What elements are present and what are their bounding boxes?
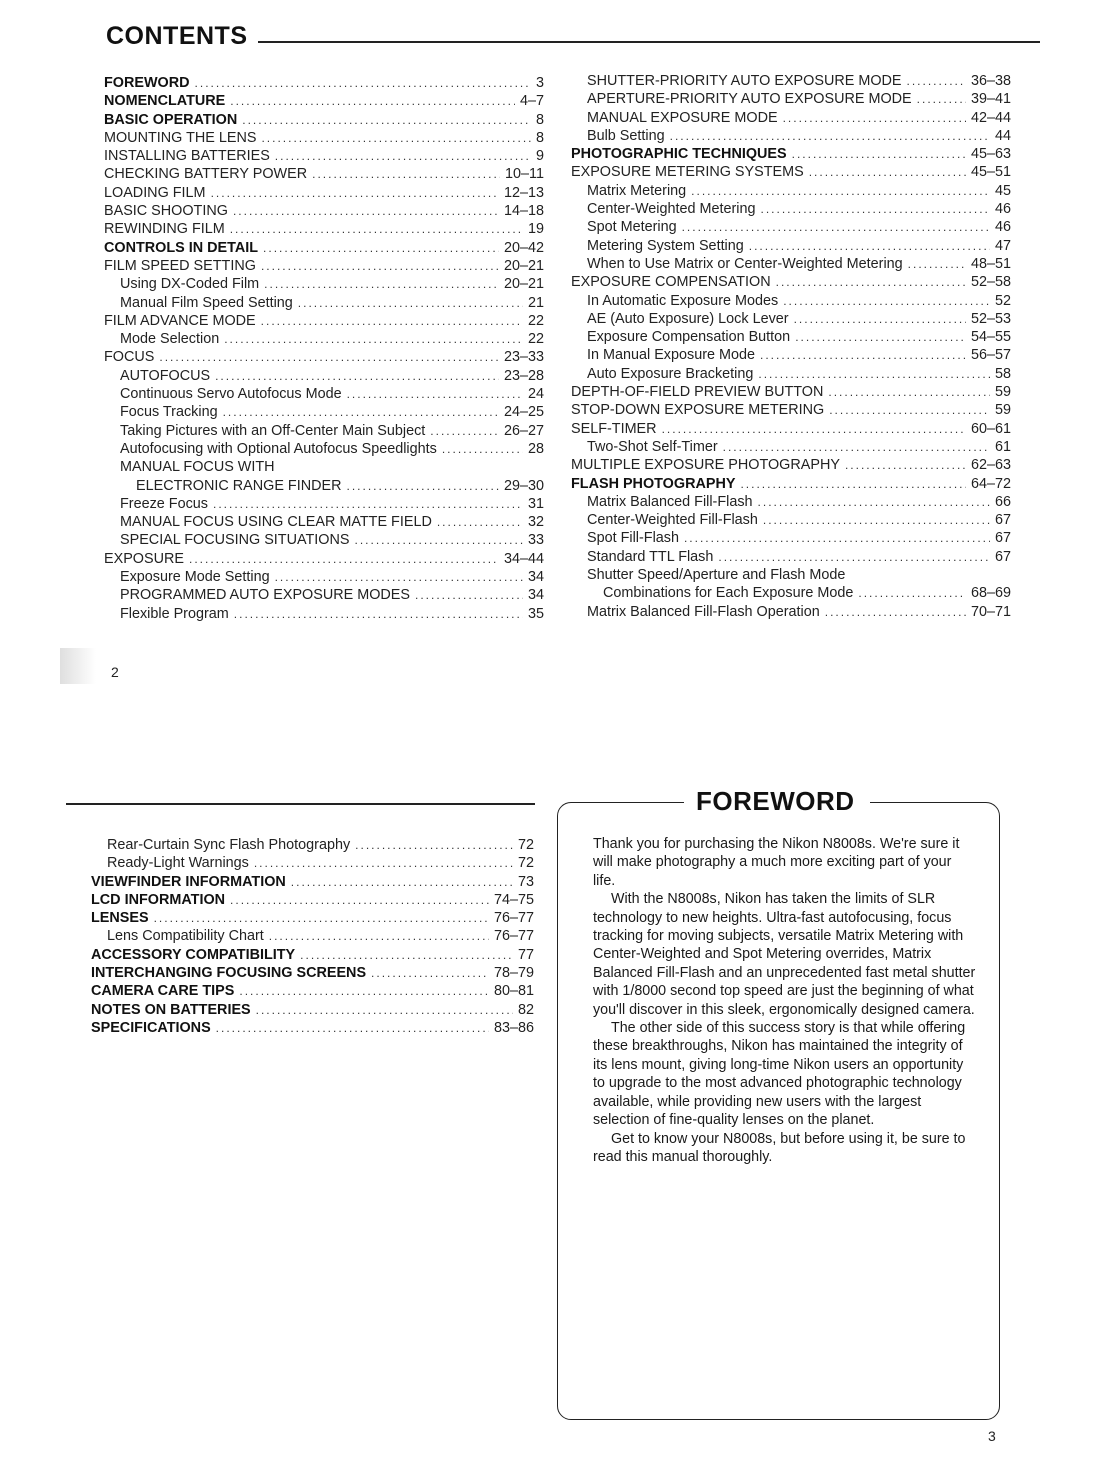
toc-leader-dots bbox=[234, 605, 523, 623]
toc-leader-dots bbox=[776, 273, 966, 291]
toc-entry bbox=[104, 367, 544, 385]
toc-leader-dots bbox=[355, 836, 513, 854]
toc-entry bbox=[91, 873, 534, 891]
toc-entry-page: 20–21 bbox=[503, 276, 544, 293]
toc-entry-page: 22 bbox=[527, 331, 544, 348]
toc-entry-page: 52 bbox=[994, 292, 1011, 309]
toc-entry bbox=[91, 927, 534, 945]
toc-leader-dots bbox=[761, 200, 990, 218]
toc-leader-dots bbox=[230, 891, 489, 909]
toc-leader-dots bbox=[845, 456, 966, 474]
toc-entry-page: 58 bbox=[994, 365, 1011, 382]
toc-entry bbox=[91, 1001, 534, 1019]
toc-leader-dots bbox=[312, 165, 500, 183]
toc-entry-page: 19 bbox=[527, 221, 544, 238]
toc-entry-title: Using DX-Coded Film bbox=[120, 276, 260, 293]
toc-entry-title: SELF-TIMER bbox=[571, 420, 657, 437]
toc-leader-dots bbox=[224, 330, 523, 348]
toc-leader-dots bbox=[354, 531, 523, 549]
toc-entry-page: 68–69 bbox=[970, 585, 1011, 602]
toc-entry-page: 10–11 bbox=[505, 166, 544, 183]
toc-entry-title: REWINDING FILM bbox=[104, 221, 225, 238]
toc-entry-page: 59 bbox=[994, 402, 1011, 419]
toc-entry bbox=[571, 292, 1011, 310]
toc-leader-dots bbox=[825, 603, 966, 621]
toc-entry-title: AUTOFOCUS bbox=[120, 367, 211, 384]
toc-entry bbox=[104, 568, 544, 586]
toc-entry-page: 76–77 bbox=[493, 910, 534, 927]
toc-entry bbox=[91, 836, 534, 854]
toc-entry bbox=[571, 182, 1011, 200]
toc-entry bbox=[571, 493, 1011, 511]
toc-entry-title: BASIC SHOOTING bbox=[104, 203, 228, 220]
toc-entry-page: 80–81 bbox=[493, 983, 534, 1000]
toc-entry bbox=[91, 982, 534, 1000]
toc-entry-title: ELECTRONIC RANGE FINDER bbox=[136, 477, 342, 494]
toc-leader-dots bbox=[783, 109, 966, 127]
toc-entry-title: DEPTH-OF-FIELD PREVIEW BUTTON bbox=[571, 384, 824, 401]
toc-entry-page: 45 bbox=[994, 182, 1011, 199]
toc-entry bbox=[571, 529, 1011, 547]
toc-entry bbox=[571, 72, 1011, 90]
toc-entry-page: 61 bbox=[994, 438, 1011, 455]
toc-entry-title: FLASH PHOTOGRAPHY bbox=[571, 475, 736, 492]
toc-entry-page: 52–53 bbox=[970, 310, 1011, 327]
toc-entry-title: Matrix Metering bbox=[587, 182, 687, 199]
toc-leader-dots bbox=[371, 964, 489, 982]
toc-entry bbox=[91, 946, 534, 964]
toc-leader-dots bbox=[275, 147, 531, 165]
foreword-paragraph: Thank you for purchasing the Nikon N8008s. We're sure it will make photography a much more exciting part of your life. bbox=[593, 836, 960, 889]
toc-entry-title: Center-Weighted Fill-Flash bbox=[587, 512, 758, 529]
toc-entry-page: 8 bbox=[535, 129, 544, 146]
toc-entry-title: Lens Compatibility Chart bbox=[107, 928, 264, 945]
toc-leader-dots bbox=[740, 475, 966, 493]
toc-entry-title: Exposure Compensation Button bbox=[587, 329, 791, 346]
toc-entry-title: Bulb Setting bbox=[587, 127, 665, 144]
toc-entry-title: Rear-Curtain Sync Flash Photography bbox=[107, 837, 351, 853]
toc-leader-dots bbox=[783, 292, 990, 310]
toc-entry-title: In Manual Exposure Mode bbox=[587, 347, 755, 364]
toc-entry bbox=[571, 145, 1011, 163]
page-number-left: 2 bbox=[111, 664, 119, 680]
toc-leader-dots bbox=[691, 182, 990, 200]
toc-entry-page: 32 bbox=[527, 514, 544, 531]
toc-entry bbox=[104, 294, 544, 312]
toc-entry bbox=[91, 909, 534, 927]
toc-entry-title: Manual Film Speed Setting bbox=[120, 294, 293, 311]
toc-leader-dots bbox=[347, 477, 499, 495]
toc-entry-title: Mode Selection bbox=[120, 331, 220, 348]
toc-entry-page: 45–51 bbox=[970, 164, 1011, 181]
toc-leader-dots bbox=[189, 550, 499, 568]
toc-leader-dots bbox=[233, 202, 499, 220]
toc-entry-page: 67 bbox=[994, 512, 1011, 529]
toc-entry bbox=[571, 90, 1011, 108]
toc-entry-page: 12–13 bbox=[503, 184, 544, 201]
toc-entry bbox=[571, 237, 1011, 255]
toc-entry-title: EXPOSURE METERING SYSTEMS bbox=[571, 164, 804, 181]
toc-entry-title: LCD INFORMATION bbox=[91, 891, 226, 908]
contents-left-column bbox=[104, 74, 544, 623]
toc-entry-page: 24–25 bbox=[503, 404, 544, 421]
toc-entry-page: 70–71 bbox=[970, 603, 1011, 620]
toc-leader-dots bbox=[758, 493, 990, 511]
toc-entry-page: 29–30 bbox=[503, 477, 544, 494]
toc-leader-dots bbox=[437, 513, 523, 531]
toc-entry bbox=[104, 348, 544, 366]
toc-leader-dots bbox=[242, 111, 531, 129]
toc-entry-title: MANUAL EXPOSURE MODE bbox=[587, 109, 778, 126]
toc-leader-dots bbox=[261, 129, 531, 147]
toc-entry-title: Autofocusing with Optional Autofocus Speedlights bbox=[120, 440, 437, 457]
toc-entry-title: Standard TTL Flash bbox=[587, 548, 714, 565]
toc-entry-page: 34 bbox=[527, 587, 544, 604]
toc-entry-page: 72 bbox=[517, 837, 534, 853]
page-number-right: 3 bbox=[988, 1428, 996, 1444]
toc-entry-title: Continuous Servo Autofocus Mode bbox=[120, 386, 342, 403]
toc-leader-dots bbox=[211, 184, 499, 202]
toc-entry-page: 77 bbox=[517, 946, 534, 963]
toc-entry bbox=[104, 147, 544, 165]
toc-entry bbox=[571, 109, 1011, 127]
toc-entry bbox=[104, 202, 544, 220]
toc-entry-title: Two-Shot Self-Timer bbox=[587, 438, 718, 455]
toc-entry-title: SPECIFICATIONS bbox=[91, 1019, 211, 1036]
toc-entry bbox=[104, 477, 544, 495]
toc-entry-page: 34 bbox=[527, 569, 544, 586]
toc-entry-title: MOUNTING THE LENS bbox=[104, 129, 257, 146]
toc-leader-dots bbox=[723, 438, 990, 456]
toc-entry bbox=[571, 328, 1011, 346]
toc-leader-dots bbox=[415, 586, 523, 604]
toc-entry bbox=[104, 74, 544, 92]
toc-entry bbox=[571, 200, 1011, 218]
toc-leader-dots bbox=[682, 218, 990, 236]
toc-leader-dots bbox=[907, 72, 966, 90]
toc-entry-title: EXPOSURE bbox=[104, 550, 184, 567]
toc-entry-page: 48–51 bbox=[970, 255, 1011, 272]
toc-entry-title: AE (Auto Exposure) Lock Lever bbox=[587, 310, 789, 327]
toc-entry-title: APERTURE-PRIORITY AUTO EXPOSURE MODE bbox=[587, 91, 912, 108]
toc-entry bbox=[104, 275, 544, 293]
toc-leader-dots bbox=[347, 385, 523, 403]
toc-leader-dots bbox=[269, 927, 489, 945]
toc-entry bbox=[104, 257, 544, 275]
toc-entry-title: Spot Metering bbox=[587, 219, 677, 236]
toc-entry bbox=[91, 964, 534, 982]
toc-entry bbox=[91, 1019, 534, 1037]
toc-entry bbox=[104, 385, 544, 403]
contents-continued-list bbox=[91, 836, 534, 1037]
toc-entry-page: 78–79 bbox=[493, 965, 534, 982]
toc-entry bbox=[571, 218, 1011, 236]
contents-continued-rule bbox=[66, 803, 535, 805]
toc-leader-dots bbox=[261, 257, 499, 275]
foreword-paragraph: The other side of this success story is that while offering these breakthroughs, Nikon has maintained the integrity of its lens mount, giving long-time Nikon users an opportunity to upgrade to the most advanced photographic technology available, while providing new users with the largest selection of fine-quality lenses on the planet. bbox=[593, 1020, 966, 1129]
toc-entry-page: 66 bbox=[994, 493, 1011, 510]
toc-entry-title: FOCUS bbox=[104, 349, 155, 366]
toc-entry-page: 31 bbox=[527, 495, 544, 512]
toc-entry bbox=[104, 239, 544, 257]
toc-entry bbox=[104, 422, 544, 440]
toc-entry-page: 74–75 bbox=[493, 891, 534, 908]
toc-entry bbox=[571, 603, 1011, 621]
toc-entry bbox=[104, 440, 544, 458]
toc-entry-page: 8 bbox=[535, 111, 544, 128]
toc-leader-dots bbox=[154, 909, 489, 927]
toc-entry bbox=[104, 550, 544, 568]
toc-entry-page: 14–18 bbox=[503, 203, 544, 220]
toc-entry-title: VIEWFINDER INFORMATION bbox=[91, 873, 286, 890]
toc-entry-title: Metering System Setting bbox=[587, 237, 744, 254]
toc-entry bbox=[571, 511, 1011, 529]
contents-heading-rule bbox=[258, 41, 1040, 43]
toc-entry-title: CONTROLS IN DETAIL bbox=[104, 239, 259, 256]
toc-leader-dots bbox=[261, 312, 523, 330]
toc-leader-dots bbox=[794, 310, 966, 328]
toc-entry-title: Matrix Balanced Fill-Flash Operation bbox=[587, 603, 820, 620]
toc-entry-title: Spot Fill-Flash bbox=[587, 530, 679, 547]
foreword-paragraph: With the N8008s, Nikon has taken the limits of SLR technology to new heights. Ultra-fast autofocusing, focus tracking for moving subjects, versatile Matrix Metering with Center-Weighted and Spot Metering overrides, Matrix Balanced Fill-Flash and an unprecedented fast metal shutter with 1/8000 second top speed are just the beginning of what you'll discover in this sleek, ergonomically designed camera. bbox=[593, 891, 976, 1018]
toc-entry-page: 67 bbox=[994, 530, 1011, 547]
toc-leader-dots bbox=[298, 294, 523, 312]
toc-entry-page: 52–58 bbox=[970, 274, 1011, 291]
toc-leader-dots bbox=[195, 74, 531, 92]
toc-entry bbox=[104, 586, 544, 604]
toc-entry-title: Center-Weighted Metering bbox=[587, 201, 756, 218]
toc-leader-dots bbox=[223, 403, 499, 421]
toc-entry-title: PROGRAMMED AUTO EXPOSURE MODES bbox=[120, 587, 410, 604]
toc-leader-dots bbox=[763, 511, 990, 529]
toc-entry bbox=[104, 92, 544, 110]
toc-entry-page: 67 bbox=[994, 548, 1011, 565]
toc-entry bbox=[571, 383, 1011, 401]
page-edge-shadow bbox=[60, 648, 96, 684]
toc-entry-title: FILM ADVANCE MODE bbox=[104, 312, 256, 329]
toc-entry-title: Flexible Program bbox=[120, 605, 229, 622]
toc-entry-page: 44 bbox=[994, 127, 1011, 144]
toc-entry-page: 23–28 bbox=[503, 367, 544, 384]
toc-entry-page: 59 bbox=[994, 384, 1011, 401]
toc-leader-dots bbox=[749, 237, 990, 255]
toc-entry bbox=[571, 310, 1011, 328]
toc-leader-dots bbox=[216, 1019, 489, 1037]
toc-leader-dots bbox=[809, 163, 966, 181]
toc-entry bbox=[104, 403, 544, 421]
toc-leader-dots bbox=[795, 328, 966, 346]
toc-entry-title: Focus Tracking bbox=[120, 404, 218, 421]
toc-leader-dots bbox=[917, 90, 966, 108]
toc-leader-dots bbox=[684, 529, 990, 547]
toc-entry-page: 20–42 bbox=[503, 239, 544, 256]
toc-entry-page: 82 bbox=[517, 1001, 534, 1018]
toc-entry-page: 60–61 bbox=[970, 420, 1011, 437]
toc-entry-page: 20–21 bbox=[503, 257, 544, 274]
toc-entry-page: 46 bbox=[994, 201, 1011, 218]
toc-leader-dots bbox=[159, 348, 499, 366]
toc-entry-page: 34–44 bbox=[503, 550, 544, 567]
toc-entry-page: 24 bbox=[527, 386, 544, 403]
toc-entry bbox=[571, 584, 1011, 602]
contents-heading: CONTENTS bbox=[106, 22, 248, 50]
toc-entry-title: In Automatic Exposure Modes bbox=[587, 292, 779, 309]
toc-entry-page: 42–44 bbox=[970, 109, 1011, 126]
toc-entry-title: SPECIAL FOCUSING SITUATIONS bbox=[120, 532, 350, 549]
toc-leader-dots bbox=[858, 584, 966, 602]
toc-entry-title: LOADING FILM bbox=[104, 184, 206, 201]
toc-entry bbox=[104, 605, 544, 623]
toc-leader-dots bbox=[291, 873, 513, 891]
toc-entry-title: LENSES bbox=[91, 910, 149, 927]
toc-entry bbox=[104, 220, 544, 238]
toc-entry-title: EXPOSURE COMPENSATION bbox=[571, 274, 771, 291]
toc-entry-page: 22 bbox=[527, 312, 544, 329]
toc-leader-dots bbox=[829, 401, 990, 419]
toc-entry-page: 46 bbox=[994, 219, 1011, 236]
toc-entry-title: MANUAL FOCUS USING CLEAR MATTE FIELD bbox=[120, 514, 432, 531]
toc-entry-page: 39–41 bbox=[970, 91, 1011, 108]
toc-entry-title: CHECKING BATTERY POWER bbox=[104, 166, 308, 183]
toc-leader-dots bbox=[662, 420, 966, 438]
toc-entry-page: 64–72 bbox=[970, 475, 1011, 492]
toc-leader-dots bbox=[230, 220, 523, 238]
toc-entry-page: 33 bbox=[527, 532, 544, 549]
toc-entry-page: 26–27 bbox=[503, 422, 544, 439]
toc-entry-title: Freeze Focus bbox=[120, 495, 208, 512]
toc-entry-page: 73 bbox=[517, 873, 534, 890]
toc-entry-title: MANUAL FOCUS WITH bbox=[120, 459, 275, 476]
toc-entry bbox=[571, 566, 1011, 584]
toc-entry bbox=[104, 330, 544, 348]
toc-entry bbox=[571, 438, 1011, 456]
toc-leader-dots bbox=[275, 568, 523, 586]
toc-entry-page: 56–57 bbox=[970, 347, 1011, 364]
toc-entry bbox=[571, 365, 1011, 383]
toc-entry-page: 83–86 bbox=[493, 1019, 534, 1036]
toc-entry-title: MULTIPLE EXPOSURE PHOTOGRAPHY bbox=[571, 457, 840, 474]
toc-leader-dots bbox=[792, 145, 966, 163]
toc-leader-dots bbox=[430, 422, 499, 440]
toc-entry-page: 23–33 bbox=[503, 349, 544, 366]
toc-leader-dots bbox=[230, 92, 515, 110]
toc-entry bbox=[571, 273, 1011, 291]
toc-entry bbox=[571, 456, 1011, 474]
toc-entry-title: Ready-Light Warnings bbox=[107, 855, 249, 872]
toc-entry-title: PHOTOGRAPHIC TECHNIQUES bbox=[571, 146, 787, 163]
toc-entry-title: Combinations for Each Exposure Mode bbox=[603, 585, 854, 602]
toc-entry-page: 35 bbox=[527, 605, 544, 622]
toc-leader-dots bbox=[670, 127, 990, 145]
toc-entry bbox=[571, 548, 1011, 566]
toc-entry-page: 9 bbox=[535, 148, 544, 165]
toc-entry-title: Exposure Mode Setting bbox=[120, 569, 270, 586]
toc-entry-title: FILM SPEED SETTING bbox=[104, 257, 256, 274]
toc-entry-page: 62–63 bbox=[970, 457, 1011, 474]
toc-entry bbox=[104, 312, 544, 330]
toc-entry bbox=[571, 475, 1011, 493]
toc-entry-title: ACCESSORY COMPATIBILITY bbox=[91, 946, 296, 963]
toc-entry-title: CAMERA CARE TIPS bbox=[91, 983, 235, 1000]
toc-entry bbox=[104, 513, 544, 531]
toc-entry-title: FOREWORD bbox=[104, 75, 190, 91]
toc-entry bbox=[91, 891, 534, 909]
toc-entry-page: 47 bbox=[994, 237, 1011, 254]
toc-entry bbox=[571, 346, 1011, 364]
toc-entry-title: STOP-DOWN EXPOSURE METERING bbox=[571, 402, 825, 419]
toc-leader-dots bbox=[908, 255, 966, 273]
toc-entry bbox=[104, 165, 544, 183]
foreword-paragraph: Get to know your N8008s, but before using it, be sure to read this manual thoroughly. bbox=[593, 1130, 966, 1165]
toc-entry-title: When to Use Matrix or Center-Weighted Metering bbox=[587, 255, 903, 272]
toc-entry-title: Auto Exposure Bracketing bbox=[587, 365, 754, 382]
toc-entry-title: Taking Pictures with an Off-Center Main Subject bbox=[120, 422, 426, 439]
toc-entry-title: INTERCHANGING FOCUSING SCREENS bbox=[91, 965, 367, 982]
toc-leader-dots bbox=[300, 946, 513, 964]
toc-leader-dots bbox=[213, 495, 523, 513]
toc-entry bbox=[91, 854, 534, 872]
toc-entry bbox=[104, 129, 544, 147]
toc-entry-title: NOMENCLATURE bbox=[104, 93, 226, 110]
toc-leader-dots bbox=[256, 1001, 513, 1019]
toc-entry bbox=[104, 531, 544, 549]
toc-entry-title: INSTALLING BATTERIES bbox=[104, 148, 270, 165]
toc-leader-dots bbox=[215, 367, 499, 385]
foreword-heading: FOREWORD bbox=[696, 786, 855, 816]
toc-entry-title: BASIC OPERATION bbox=[104, 111, 238, 128]
toc-entry bbox=[104, 495, 544, 513]
toc-entry bbox=[571, 163, 1011, 181]
toc-leader-dots bbox=[718, 548, 990, 566]
toc-leader-dots bbox=[758, 365, 990, 383]
toc-entry-page: 54–55 bbox=[970, 329, 1011, 346]
toc-entry bbox=[571, 127, 1011, 145]
toc-entry bbox=[571, 255, 1011, 273]
toc-entry-page: 21 bbox=[527, 294, 544, 311]
foreword-body bbox=[593, 835, 977, 1166]
contents-right-column bbox=[571, 72, 1011, 621]
toc-leader-dots bbox=[239, 982, 489, 1000]
toc-leader-dots bbox=[254, 854, 513, 872]
toc-leader-dots bbox=[264, 275, 499, 293]
toc-entry-page: 3 bbox=[535, 75, 544, 91]
toc-entry-page: 76–77 bbox=[493, 928, 534, 945]
toc-entry-page: 4–7 bbox=[519, 93, 544, 110]
toc-entry bbox=[104, 184, 544, 202]
toc-leader-dots bbox=[760, 346, 966, 364]
toc-entry-page: 36–38 bbox=[970, 73, 1011, 89]
toc-entry-title: Matrix Balanced Fill-Flash bbox=[587, 493, 753, 510]
toc-entry bbox=[104, 111, 544, 129]
toc-leader-dots bbox=[828, 383, 990, 401]
toc-leader-dots bbox=[263, 239, 499, 257]
toc-entry-title: NOTES ON BATTERIES bbox=[91, 1001, 251, 1018]
toc-entry bbox=[571, 420, 1011, 438]
toc-entry bbox=[571, 401, 1011, 419]
toc-entry-page: 45–63 bbox=[970, 146, 1011, 163]
toc-entry-page: 28 bbox=[527, 440, 544, 457]
toc-leader-dots bbox=[442, 440, 523, 458]
toc-entry-title: Shutter Speed/Aperture and Flash Mode bbox=[587, 567, 846, 584]
toc-entry-title: SHUTTER-PRIORITY AUTO EXPOSURE MODE bbox=[587, 73, 902, 89]
toc-entry-page: 72 bbox=[517, 855, 534, 872]
toc-entry bbox=[104, 458, 544, 476]
